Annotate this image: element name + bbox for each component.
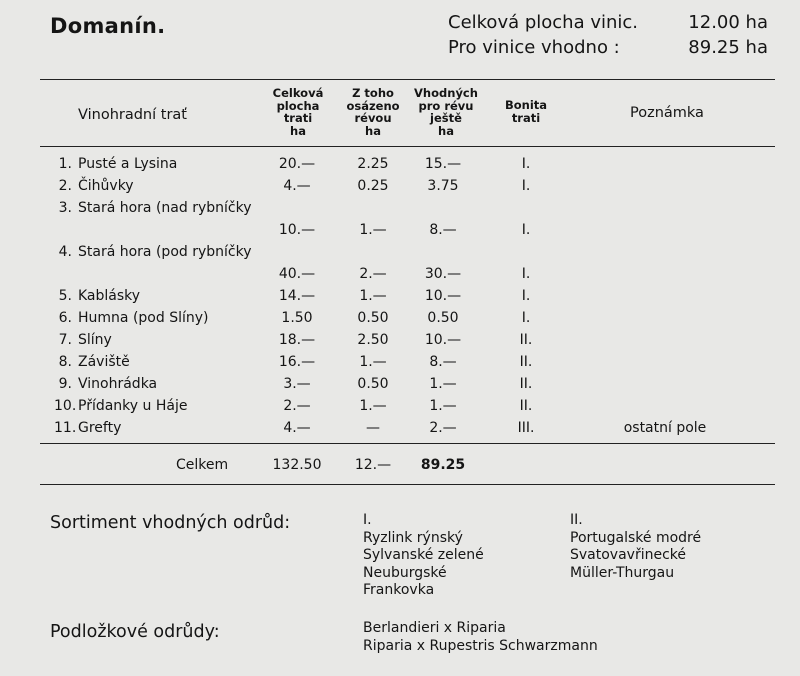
row-total-area: 1.50: [281, 310, 313, 326]
row-total-area: 4.—: [283, 178, 311, 194]
row-rating: II.: [519, 332, 533, 348]
row-planted: —: [366, 420, 380, 436]
totals-planted: 12.—: [354, 457, 392, 473]
total-area-summary: [448, 12, 768, 33]
row-rating: I.: [521, 288, 531, 304]
row-number: 3.: [58, 200, 72, 216]
table-row: [0, 153, 800, 175]
table-row: [0, 175, 800, 197]
row-planted: 0.25: [357, 178, 389, 194]
header-note: Poznámka: [630, 105, 704, 121]
row-suitable: 1.—: [429, 398, 457, 414]
header-suitable: [410, 87, 482, 137]
rootstocks-list: [363, 620, 598, 655]
row-number: 2.: [58, 178, 72, 194]
header-text: ha: [438, 123, 454, 138]
row-total-area: 18.—: [278, 332, 316, 348]
row-rating: II.: [519, 354, 533, 370]
row-planted: 1.—: [359, 354, 387, 370]
varieties-group-1: [363, 512, 484, 600]
table-row: [0, 395, 800, 417]
row-number: 5.: [58, 288, 72, 304]
row-rating: II.: [519, 398, 533, 414]
row-planted: 1.—: [359, 222, 387, 238]
row-suitable: 2.—: [429, 420, 457, 436]
header-text: osázeno: [346, 98, 400, 113]
row-suitable: 15.—: [424, 156, 462, 172]
row-rating: I.: [521, 222, 531, 238]
row-number: 1.: [58, 156, 72, 172]
row-number: 7.: [58, 332, 72, 348]
row-suitable: 10.—: [424, 332, 462, 348]
header-text: ha: [365, 123, 381, 138]
row-name: Humna (pod Slíny): [78, 310, 209, 326]
rootstock-item: Berlandieri x Riparia: [363, 620, 506, 636]
row-name: Kablásky: [78, 288, 141, 304]
row-name: Grefty: [78, 420, 122, 436]
variety-item: Ryzlink rýnský: [363, 529, 463, 546]
row-rating: I.: [521, 156, 531, 172]
header-text: trati: [283, 111, 313, 125]
variety-item: Portugalské modré: [570, 529, 702, 546]
row-total-area: 2.—: [283, 398, 311, 414]
row-name: Slíny: [78, 332, 112, 348]
row-total-area: 10.—: [278, 222, 316, 238]
row-planted: 1.—: [359, 398, 387, 414]
totals-bottom-rule: [40, 484, 775, 485]
row-planted: 0.50: [357, 310, 389, 326]
table-top-rule: [40, 79, 775, 80]
rootstock-item: Riparia x Rupestris Schwarzmann: [363, 637, 598, 654]
header-text: Celková: [272, 86, 324, 100]
variety-item: Frankovka: [363, 582, 435, 598]
row-rating: III.: [517, 420, 535, 436]
header-text: trati: [511, 110, 541, 125]
row-total-area: 14.—: [278, 288, 316, 304]
variety-item: Sylvanské zelené: [363, 547, 484, 563]
row-total-area: 16.—: [278, 354, 316, 370]
varieties-group-1-heading: I.: [363, 512, 372, 528]
row-name: Záviště: [78, 354, 130, 370]
header-text: pro révu: [418, 98, 474, 113]
page-title: Domanín.: [50, 14, 166, 38]
table-row: [0, 417, 800, 439]
varieties-label: Sortiment vhodných odrůd:: [50, 513, 291, 533]
row-rating: I.: [521, 178, 531, 194]
row-total-area: 40.—: [278, 266, 316, 282]
row-number: 11.: [54, 420, 77, 436]
table-body: [0, 153, 800, 439]
suitable-area-summary: [448, 37, 768, 58]
row-name: Čihůvky: [78, 178, 134, 194]
variety-item: Svatovavřinecké: [570, 547, 687, 563]
row-number: 8.: [58, 354, 72, 370]
row-name: Stará hora (pod rybníčky: [78, 244, 252, 260]
row-rating: I.: [521, 266, 531, 282]
row-suitable: 8.—: [429, 222, 457, 238]
totals-suitable: 89.25: [420, 457, 466, 473]
table-row: [0, 373, 800, 395]
header-planted: [340, 87, 406, 137]
varieties-group-2: [570, 512, 701, 582]
row-name: Pusté a Lysina: [78, 156, 178, 172]
row-suitable: 10.—: [424, 288, 462, 304]
row-suitable: 3.75: [427, 178, 459, 194]
totals-top-rule: [40, 443, 775, 444]
row-rating: I.: [521, 310, 531, 326]
row-number: 4.: [58, 244, 72, 260]
variety-item: Neuburgské: [363, 564, 447, 581]
header-bottom-rule: [40, 146, 775, 147]
row-rating: II.: [519, 376, 533, 392]
row-suitable: 8.—: [429, 354, 457, 370]
table-row: [0, 285, 800, 307]
row-name: Přídanky u Háje: [78, 398, 188, 414]
table-row: [0, 351, 800, 373]
row-number: 6.: [58, 310, 72, 326]
suitable-area-label: Pro vinice vhodno :: [448, 37, 620, 58]
header-text: révou: [354, 111, 392, 125]
total-area-label: Celková plocha vinic.: [448, 12, 639, 33]
totals-total-area: 132.50: [272, 457, 322, 473]
variety-item: Müller-Thurgau: [570, 564, 675, 581]
row-total-area: 3.—: [283, 376, 311, 392]
row-planted: 2.—: [359, 266, 387, 282]
header-vineyard-name: Vinohradní trať: [78, 107, 187, 123]
row-number: 9.: [58, 376, 72, 392]
row-total-area: 20.—: [278, 156, 316, 172]
suitable-area-value: 89.25 ha: [688, 37, 768, 58]
row-name: Stará hora (nad rybníčky: [78, 200, 252, 216]
header-text: Z toho: [352, 86, 394, 100]
row-planted: 1.—: [359, 288, 387, 304]
row-suitable: 30.—: [424, 266, 462, 282]
table-row: [0, 307, 800, 329]
totals-label: Celkem: [176, 457, 229, 473]
row-note: ostatní pole: [623, 420, 707, 436]
row-suitable: 0.50: [427, 310, 459, 326]
table-row: [0, 197, 800, 241]
table-row: [0, 241, 800, 285]
total-area-value: 12.00 ha: [688, 12, 768, 33]
header-text: ha: [290, 123, 306, 138]
table-row: [0, 329, 800, 351]
header-text: Vhodných: [414, 86, 478, 100]
row-number: 10.: [54, 398, 77, 414]
row-planted: 2.25: [357, 156, 389, 172]
header-total-area: [266, 87, 330, 137]
row-planted: 0.50: [357, 376, 389, 392]
header-text: plocha: [276, 98, 320, 113]
totals-row: [0, 454, 800, 476]
varieties-group-2-heading: II.: [570, 512, 583, 528]
row-total-area: 4.—: [283, 420, 311, 436]
header-text: ještě: [430, 111, 462, 125]
row-suitable: 1.—: [429, 376, 457, 392]
rootstocks-label: Podložkové odrůdy:: [50, 622, 220, 642]
header-text: Bonita: [504, 98, 548, 112]
row-planted: 2.50: [357, 332, 389, 348]
row-name: Vinohrádka: [78, 376, 158, 392]
header-rating: [496, 99, 556, 124]
